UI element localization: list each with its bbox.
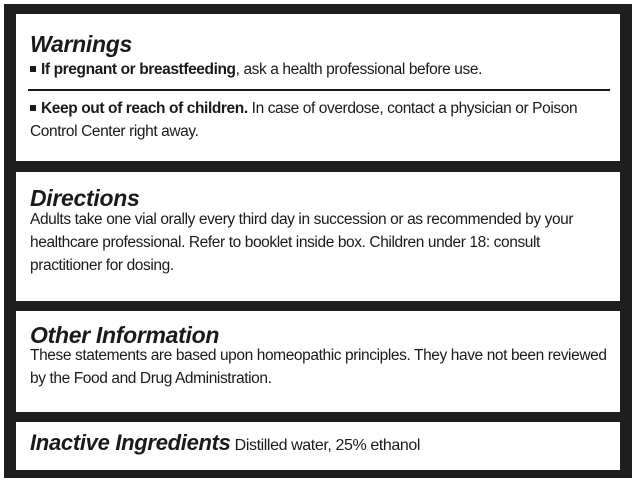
warnings-section [16,14,620,161]
other-information-text: These statements are based upon homeopathic principles. They have not been reviewed by the Food and Drug Administration. [30,347,607,387]
inactive-ingredients-text: Distilled water, 25% ethanol [230,437,421,454]
warnings-divider [28,89,610,91]
warning-pregnant-bold: If pregnant or breastfeeding [41,61,236,78]
inactive-ingredients-heading: Inactive Ingredients [30,430,231,455]
inactive-ingredients-section [16,422,620,470]
warning-pregnant-text: , ask a health professional before use. [235,61,482,78]
warning-pregnant-item [30,58,482,81]
bullet-icon [30,105,36,111]
bullet-icon [30,66,36,72]
warning-children-bold: Keep out of reach of children. [41,100,248,117]
directions-heading: Directions [30,185,140,211]
directions-section [16,172,620,301]
drug-facts-label [4,4,632,478]
other-information-section [16,311,620,412]
warnings-heading: Warnings [30,31,132,57]
warning-children-text: In case of overdose, contact a physician or Poison Control Center right away. [30,100,578,140]
inactive-ingredients-line [30,431,420,455]
other-information-heading: Other Information [30,322,220,348]
warning-children-item [30,97,605,143]
directions-text: Adults take one vial orally every third day in succession or as recommended by your healthcare professional. Refer to booklet inside box. Children under 18: consult practitioner for dosing. [30,211,574,274]
